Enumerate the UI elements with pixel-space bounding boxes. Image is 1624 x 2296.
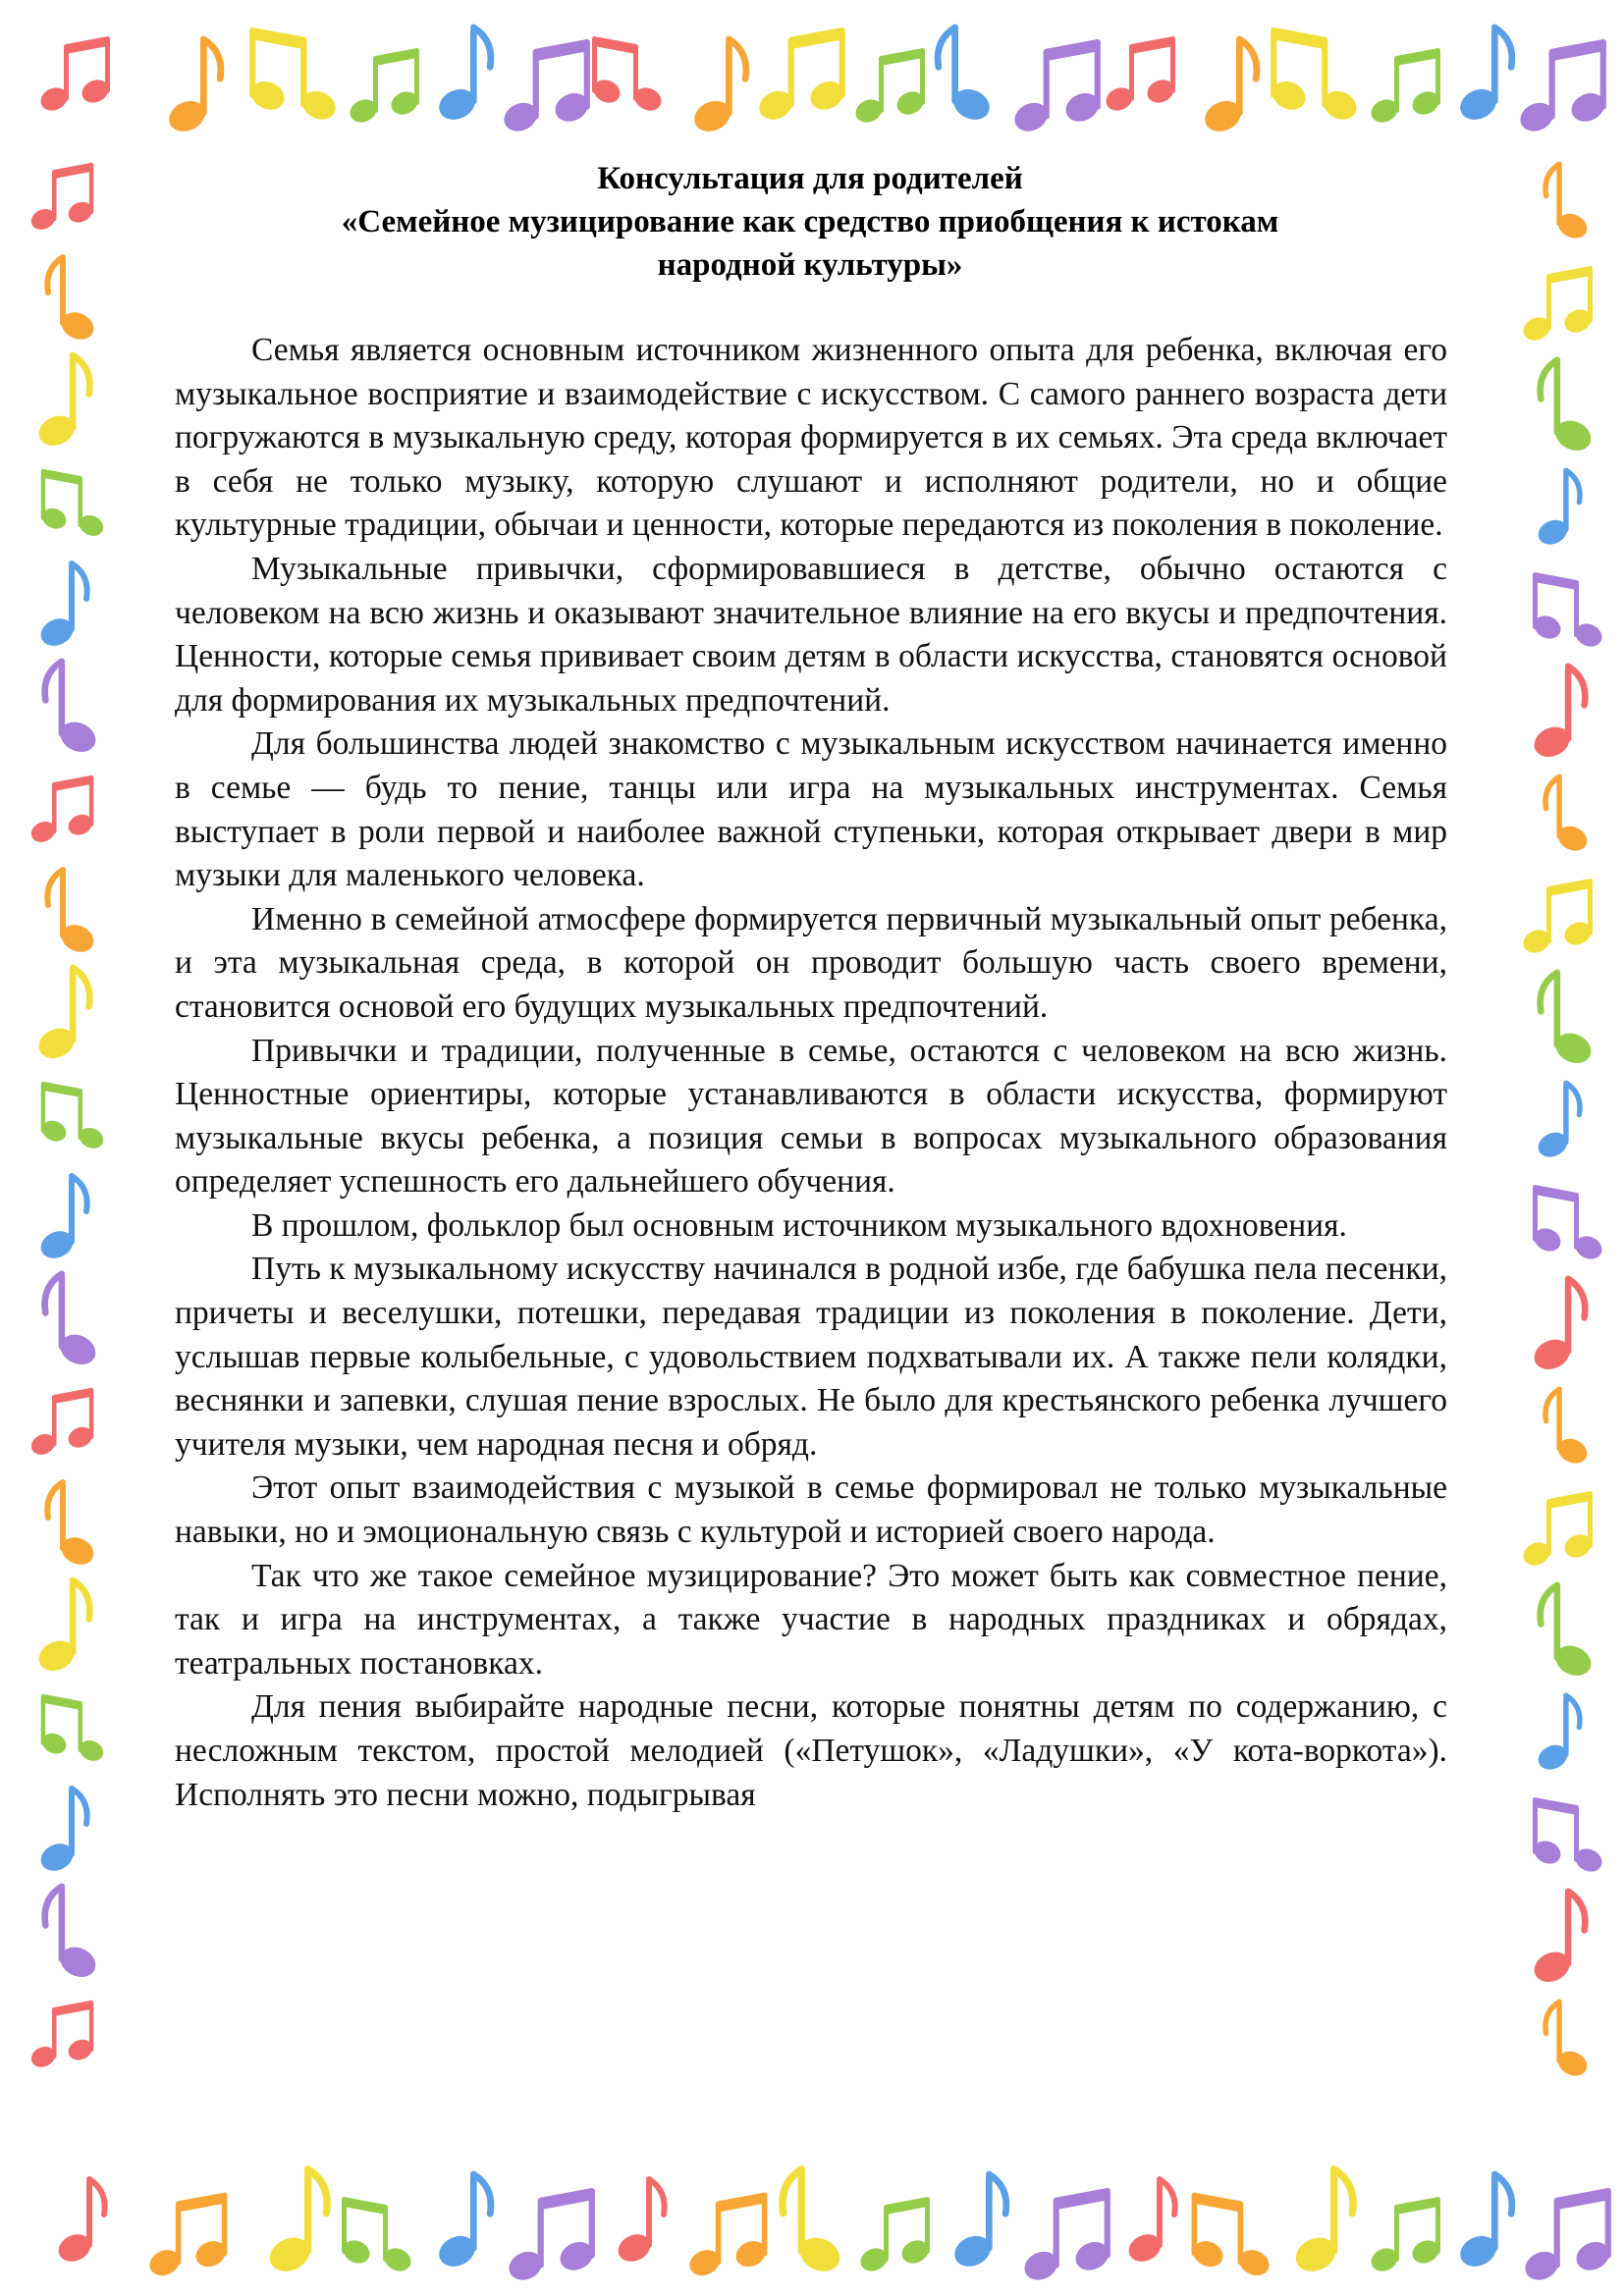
paragraph: Этот опыт взаимодействия с музыкой в семье формировал не только музыкальные навыки, но и эмоциональную связь с культурой и историей своего народа. [175,1469,1447,1551]
music-note-icon [34,968,90,1064]
music-note-icon [1535,1695,1580,1774]
music-note-icon [1290,2169,1353,2277]
paragraph: Именно в семейной атмосфере формируется первичный музыкальный опыт ребенка, и эта музыкальная среда, в которой он проводит большую часть своего времени, становится основой его будущих музыкальных предпочтений. [175,900,1447,1025]
music-note-icon [1368,2197,1443,2275]
music-note-icon [36,1789,87,1876]
paragraph: Для пения выбирайте народные песни, которые понятны детям по содержанию, с несложным текстом, простой мелодией («Петушок», «Ладушки», «У кота-воркота»). Исполнять это песни можно, подыгрывая [175,1688,1447,1813]
music-note-icon [39,1082,107,1152]
music-note-icon [45,662,101,758]
paragraph: Музыкальные привычки, сформировавшиеся в детстве, обычно остаются с человеком на всю жизнь и оказывают значительное влияние на его вкусы и предпочтения. Ценности, которые семья прививает своим детям в области искусства, становятся основой для формирования их музыкальных предпочтений. [175,550,1447,719]
music-note-icon [1545,164,1591,242]
music-note-icon [1103,36,1178,115]
music-note-icon [434,27,491,126]
music-note-icon [1535,470,1580,549]
music-note-icon [505,2188,598,2285]
music-note-icon [1455,2174,1512,2272]
music-note-icon [1530,1279,1586,1375]
music-note-icon [45,1887,101,1983]
music-note-icon [27,775,95,846]
music-note-icon [27,1388,95,1459]
music-note-icon [1200,39,1257,137]
music-note-icon [1545,776,1591,855]
music-note-icon [164,39,221,137]
music-note-icon [47,257,98,345]
music-note-icon [39,1694,107,1765]
music-note-icon [1545,2002,1591,2080]
title-line-3: народной культуры» [657,247,963,283]
paragraph: Семья является основным источником жизненного опыта для ребенка, включая его музыкальное восприятие и взаимодействие с искусством. С самого раннего возраста дети погружаются в музыкальную среду, которая формируется в их семьях. Эта среда включает в себя не только музыку, которую слушают и исполняют родители, но и общие культурные традиции, обычаи и ценности, которые передаются из поколения в поколение. [175,332,1447,544]
music-note-icon [36,563,87,651]
music-note-icon [949,2174,1006,2272]
music-note-icon [1520,1491,1596,1570]
title-line-2: «Семейное музицирование как средство приобщения к истокам [341,204,1279,240]
music-note-icon [246,27,340,125]
document-title [177,157,1443,287]
music-note-icon [857,2197,933,2275]
music-note-icon [1541,360,1597,456]
music-note-icon [938,27,995,126]
music-note-icon [36,1176,87,1263]
title-line-1: Консультация для родителей [597,161,1023,196]
music-note-icon [34,1580,90,1677]
music-note-icon [1268,27,1361,125]
music-note-icon [434,2174,491,2272]
music-note-icon [37,36,113,115]
music-note-icon [39,469,107,540]
music-note-icon [264,2169,327,2277]
music-note-icon [1124,2179,1175,2267]
music-note-icon [590,36,666,115]
music-note-icon [1010,39,1104,136]
music-note-icon [27,2001,95,2071]
music-note-icon [689,39,746,137]
music-note-icon [1520,879,1596,957]
paragraph: Для большинства людей знакомство с музыкальным искусством начинается именно в семье — будь то пение, танцы или игра на музыкальных инструментах. Семья выступает в роли первой и наиболее важной ступеньки, которая открывает двери в мир музыки для маленького человека. [175,725,1447,894]
music-note-icon [1516,39,1609,136]
music-note-icon [47,870,98,957]
music-note-icon [783,2169,845,2277]
paragraph: В прошлом, фольклор был основным источником музыкального вдохновения. [251,1206,1347,1244]
music-note-icon [45,1274,101,1370]
music-note-icon [34,355,90,452]
music-note-icon [1531,1797,1606,1876]
music-note-icon [1545,1389,1591,1468]
music-note-icon [1541,973,1597,1069]
document-body [175,329,1447,1817]
music-note-icon [1520,266,1596,345]
music-note-icon [47,1482,98,1570]
music-note-icon [1535,1083,1580,1161]
music-note-icon [500,39,593,136]
music-note-icon [614,2179,665,2267]
paragraph: Так что же такое семейное музицирование? Это может быть как совместное пение, так и игра на инструментах, а также участие в народных праздниках и обрядах, театральных постановках. [175,1557,1447,1682]
music-note-icon [340,2197,415,2275]
music-note-icon [1020,2188,1113,2285]
music-note-icon [1530,1892,1586,1988]
music-note-icon [685,2192,770,2279]
music-note-icon [1541,1585,1597,1682]
music-note-icon [1531,1185,1606,1263]
music-note-icon [1368,48,1443,127]
music-note-icon [1521,2188,1614,2285]
music-note-icon [145,2192,230,2279]
music-note-icon [54,2179,105,2267]
music-note-icon [755,27,848,125]
music-note-icon [1189,2192,1273,2279]
music-note-icon [1455,27,1512,126]
paragraph: Путь к музыкальному искусству начинался в родной избе, где бабушка пела песенки, причеты и веселушки, потешки, передавая традиции из поколения в поколение. Дети, услышав первые колыбельные, с удовольствием подхватывали их. А также пели колядки, веснянки и запевки, слушая пение взрослых. Не было для крестьянского ребенка лучшего учителя музыки, чем народная песня и обряд. [175,1251,1447,1463]
music-note-icon [852,48,928,127]
music-note-icon [347,48,422,127]
music-note-icon [1531,572,1606,651]
paragraph: Привычки и традиции, полученные в семье, остаются с человеком на всю жизнь. Ценностные ориентиры, которые устанавливаются в области искусства, формируют музыкальные вкусы ребенка, а позиция семьи в вопросах музыкального образования определяет успешность его дальнейшего обучения. [175,1032,1447,1201]
music-note-icon [27,163,95,234]
music-note-icon [1530,667,1586,763]
